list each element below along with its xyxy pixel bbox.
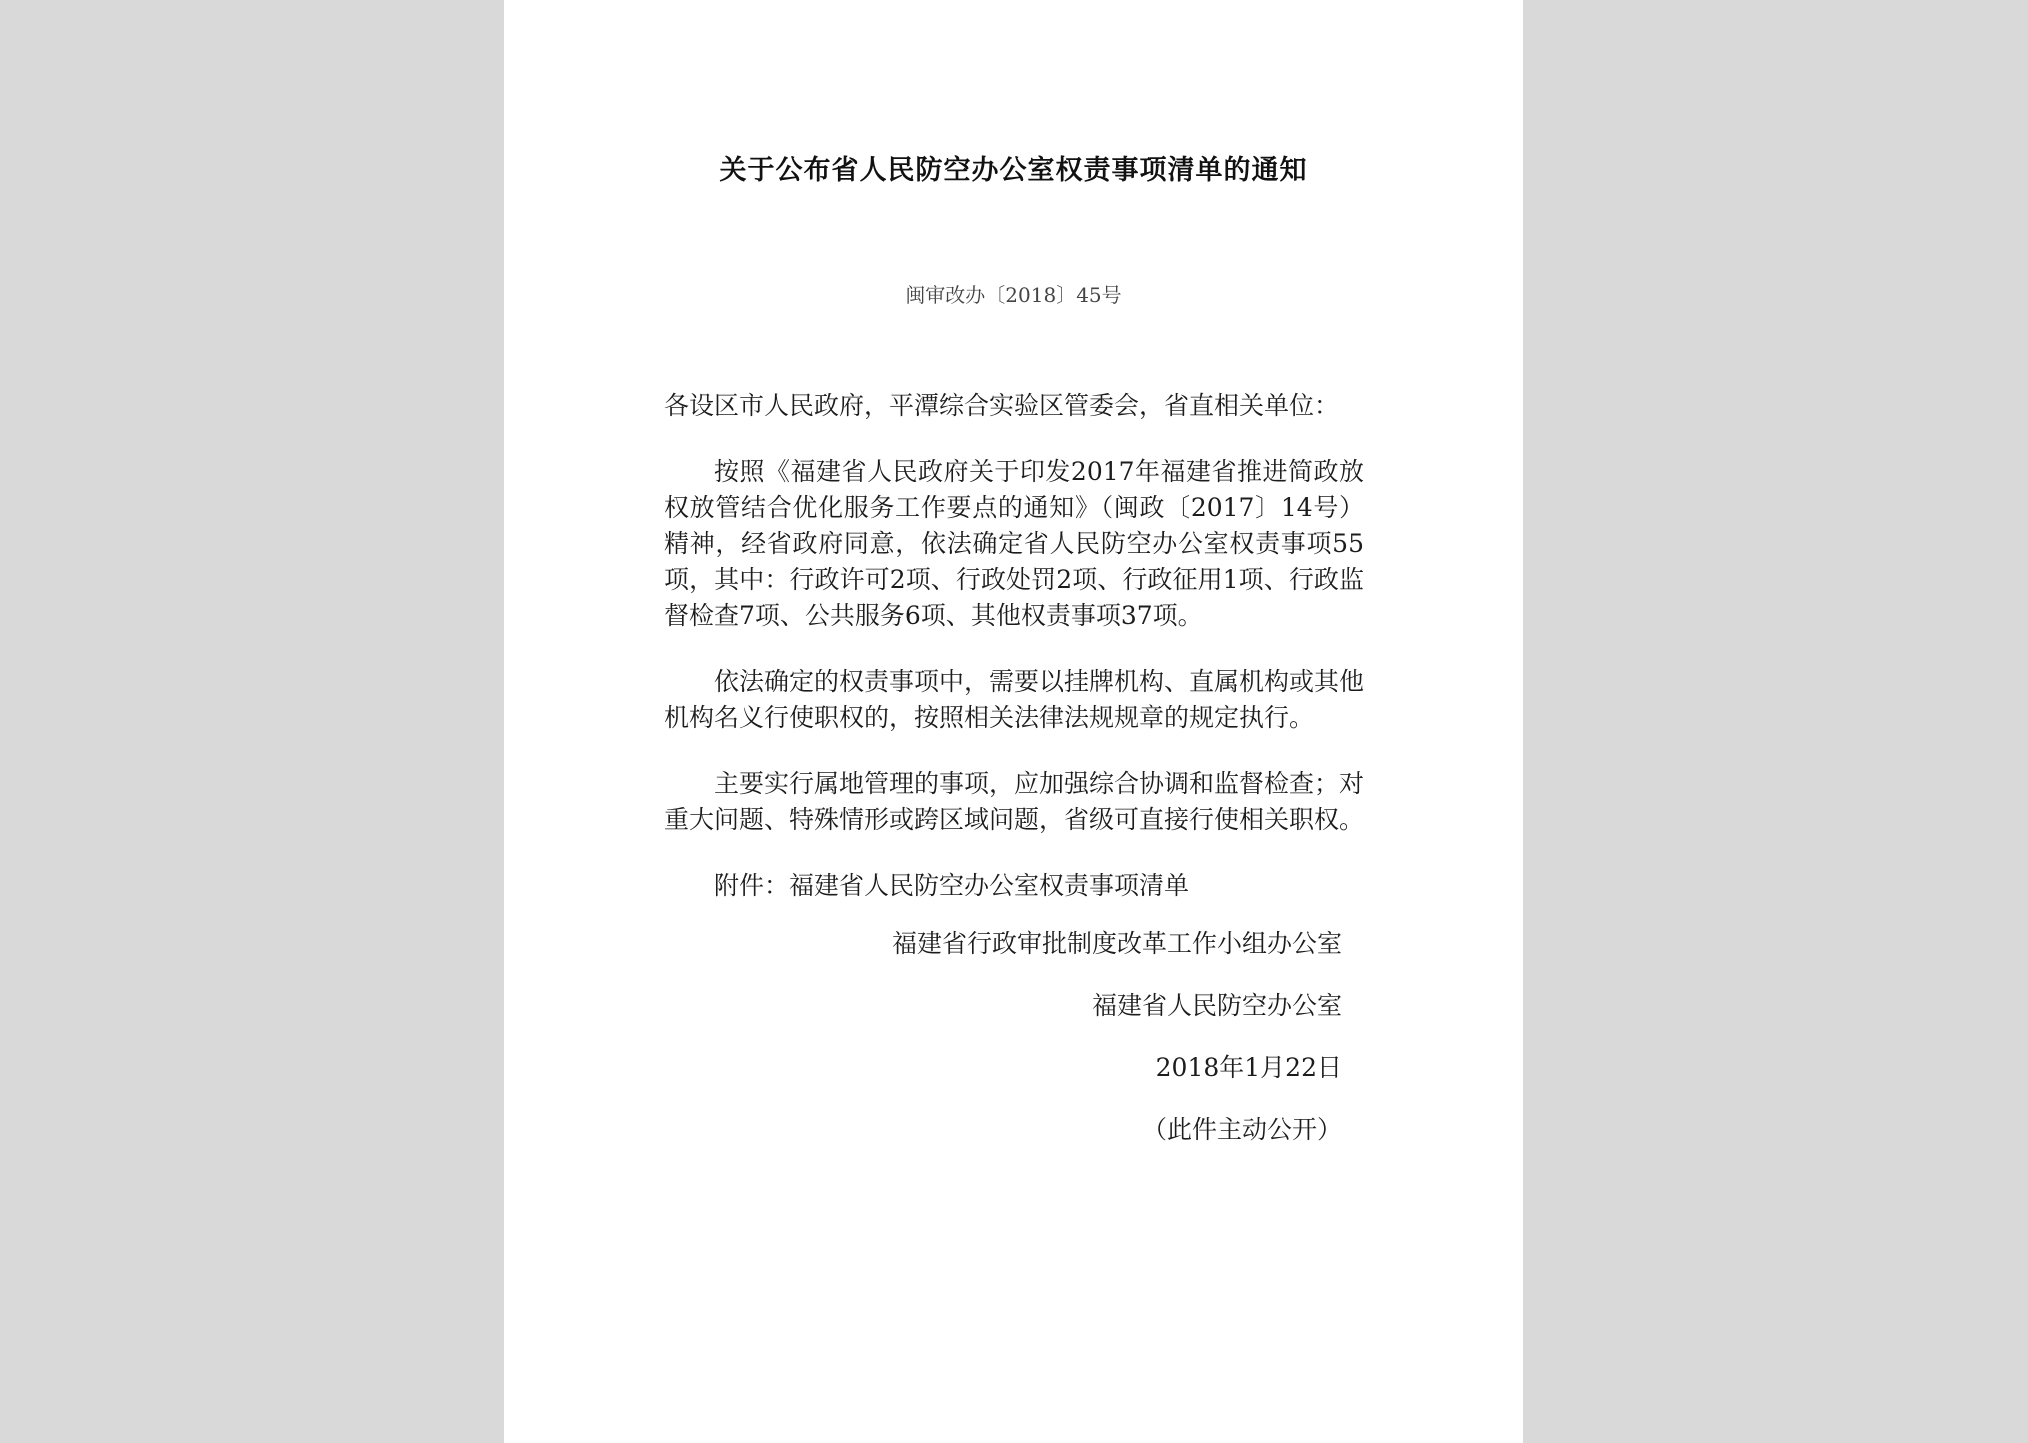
addressee: 各设区市人民政府，平潭综合实验区管委会，省直相关单位： <box>664 391 1340 420</box>
body-paragraph-2: 依法确定的权责事项中，需要以挂牌机构、直属机构或其他机构名义行使职权的，按照相关法律法规规章的规定执行。 <box>664 667 1365 732</box>
signature-office-1: 福建省行政审批制度改革工作小组办公室 <box>891 929 1342 958</box>
document-page <box>504 0 1523 1443</box>
document-number: 闽审改办〔2018〕45号 <box>905 283 1122 307</box>
signature-office-2: 福建省人民防空办公室 <box>1091 991 1342 1020</box>
attachment-line: 附件：福建省人民防空办公室权责事项清单 <box>714 871 1190 900</box>
disclosure-note: （此件主动公开） <box>1141 1115 1342 1144</box>
document-date: 2018年1月22日 <box>1155 1053 1342 1082</box>
body-paragraph-1: 按照《福建省人民政府关于印发2017年福建省推进简政放权放管结合优化服务工作要点的通知》（闽政〔2017〕14号）精神，经省政府同意，依法确定省人民防空办公室权责事项55项，其中：行政许可2项、行政处罚2项、行政征用1项、行政监督检查7项、公共服务6项、其他权责事项37项。 <box>664 457 1364 630</box>
body-paragraph-3: 主要实行属地管理的事项，应加强综合协调和监督检查；对重大问题、特殊情形或跨区域问题，省级可直接行使相关职权。 <box>664 769 1365 834</box>
document-title: 关于公布省人民防空办公室权责事项清单的通知 <box>719 155 1308 186</box>
document-body <box>664 388 1364 1174</box>
